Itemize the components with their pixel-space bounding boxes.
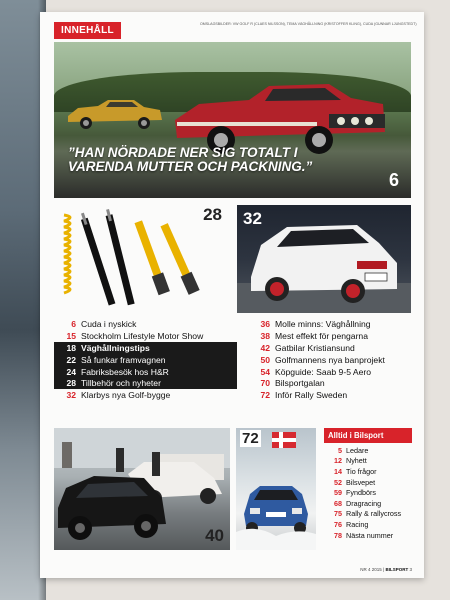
toc-item: 22 Så funkar framvagnen	[54, 354, 237, 366]
section-tag: INNEHÅLL	[54, 22, 121, 39]
magazine-page	[40, 12, 424, 578]
always-item: 76 Racing	[334, 519, 369, 529]
toc-item: 6 Cuda i nyskick	[71, 318, 137, 329]
shocks-photo	[54, 205, 232, 313]
always-item: 5 Ledare	[338, 445, 369, 455]
page-footer: NR 4 2015 | BILSPORT 3	[360, 567, 412, 572]
toc-item: 54 Köpguide: Saab 9-5 Aero	[260, 366, 372, 377]
toc-item: 38 Mest effekt för pengarna	[260, 330, 368, 341]
toc-item: 15 Stockholm Lifestyle Motor Show	[66, 330, 204, 341]
rally-page-number: 72	[242, 430, 259, 447]
toc-item: 18 Väghållningstips	[54, 342, 237, 354]
white-golf-car	[237, 205, 411, 313]
toc-item: 50 Golfmannens nya banprojekt	[260, 354, 385, 365]
black-sports-car	[54, 428, 230, 550]
always-item: 52 Bilsvepet	[334, 477, 376, 487]
toc-item: 70 Bilsportgalan	[260, 378, 325, 389]
toc-item: 24 Fabriksbesök hos H&R	[54, 366, 237, 378]
rx7-photo	[54, 428, 230, 550]
always-item: 78 Nästa nummer	[334, 530, 394, 540]
rx7-page-number: 40	[205, 526, 224, 545]
toc-right	[248, 318, 418, 401]
always-item: 12 Nyhett	[334, 456, 367, 466]
golf-photo	[237, 205, 411, 313]
toc-item: 36 Molle minns: Väghållning	[260, 318, 371, 329]
always-in-bilsport	[324, 428, 412, 540]
coilover-illustration	[54, 205, 214, 313]
always-item: 14 Tio frågor	[334, 466, 377, 476]
toc-left	[54, 318, 237, 401]
shocks-page-number: 28	[203, 205, 222, 224]
hero-quote: ”HAN NÖRDADE NER SIG TOTALT I VARENDA MUTTER OCH PACKNING.”	[68, 145, 313, 174]
always-item: 68 Dragracing	[334, 498, 382, 508]
hero-photo	[54, 42, 411, 198]
cover-credits: OMSLAGSBILDER: VW GOLF R (CLAES NILSSON), TEMA VÄGHÅLLNING (KRISTOFFER KLING), CUDA (GUNNAR LJUNGSTEDT)	[200, 22, 417, 26]
always-item: 75 Rally & rallycross	[334, 509, 402, 519]
toc-item: 32 Klarbys nya Golf-bygge	[66, 390, 171, 401]
always-item: 59 Fyndbörs	[334, 488, 376, 498]
toc-item: 28 Tillbehör och nyheter	[54, 377, 237, 389]
rally-photo	[236, 428, 316, 550]
golf-page-number: 32	[243, 209, 262, 228]
always-heading: Alltid i Bilsport	[324, 428, 412, 443]
toc-item: 42 Gatbilar Kristiansund	[260, 342, 355, 353]
hero-page-number: 6	[388, 170, 399, 190]
yellow-muscle-car	[64, 94, 164, 132]
toc-item: 72 Inför Rally Sweden	[260, 390, 348, 401]
